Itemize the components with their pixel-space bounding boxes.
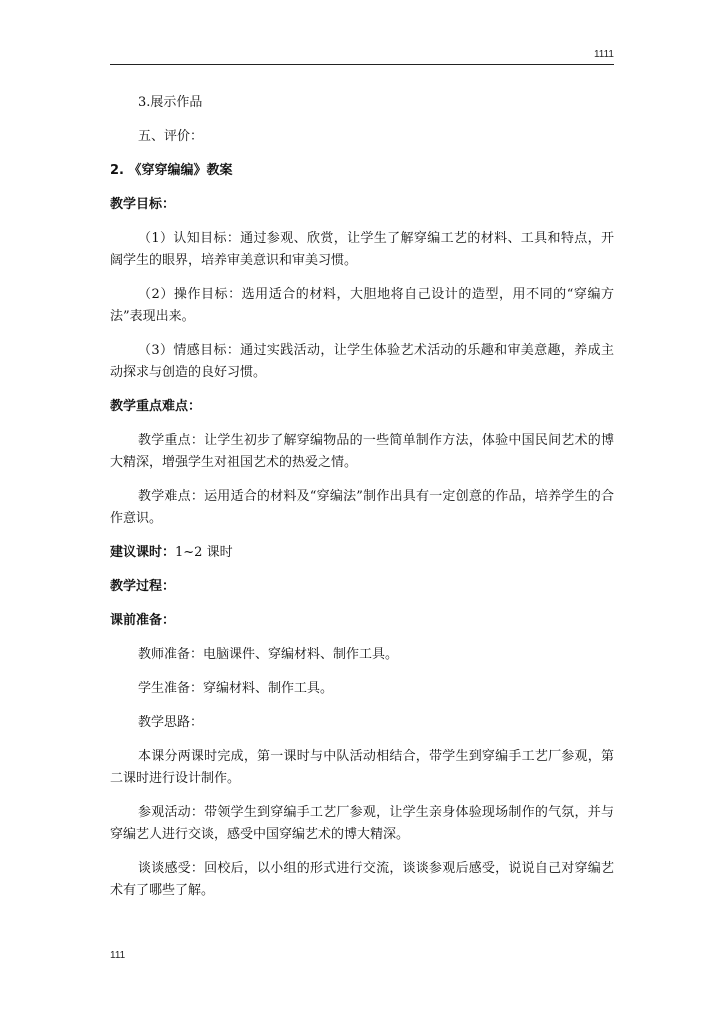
- keypoints-heading: 教学重点难点：: [110, 399, 202, 414]
- goal-operation: （2）操作目标：选用适合的材料，大胆地将自己设计的造型，用不同的“穿编方法”表现出来。: [110, 287, 614, 324]
- idea-schedule: 本课分两课时完成，第一课时与中队活动相结合，带学生到穿编手工艺厂参观，第二课时进行设计制作。: [110, 749, 614, 786]
- footer-page-code: 111: [110, 950, 126, 961]
- student-prep: 学生准备：穿编材料、制作工具。: [138, 681, 334, 696]
- hours-value: 1~2 课时: [175, 545, 233, 560]
- teacher-prep: 教师准备：电脑课件、穿编材料、制作工具。: [138, 647, 399, 662]
- step-show-works: 3.展示作品: [138, 95, 203, 110]
- header-page-code: 1111: [593, 49, 614, 60]
- goal-emotion: （3）情感目标：通过实践活动，让学生体验艺术活动的乐趣和审美意趣，养成主动探求与创造的良好习惯。: [110, 343, 614, 380]
- key-point: 教学重点：让学生初步了解穿编物品的一些简单制作方法，体验中国民间艺术的博大精深，增强学生对祖国艺术的热爱之情。: [110, 433, 614, 470]
- hours-label: 建议课时：: [110, 545, 176, 560]
- suggested-hours: [110, 542, 614, 564]
- goal-cognitive: （1）认知目标：通过参观、欣赏，让学生了解穿编工艺的材料、工具和特点，开阔学生的眼界，培养审美意识和审美习惯。: [110, 231, 614, 268]
- difficulty-point: 教学难点：运用适合的材料及“穿编法”制作出具有一定创意的作品，培养学生的合作意识。: [110, 489, 614, 526]
- document-body: [110, 92, 614, 902]
- header-rule: [110, 64, 614, 65]
- section-evaluation: 五、评价：: [138, 129, 204, 144]
- lesson-title: 2. 《穿穿编编》教案: [110, 163, 233, 178]
- goals-heading: 教学目标：: [110, 197, 176, 212]
- idea-visit: 参观活动：带领学生到穿编手工艺厂参观，让学生亲身体验现场制作的气氛，并与穿编艺人进行交谈，感受中国穿编艺术的博大精深。: [110, 805, 614, 842]
- idea-heading: 教学思路：: [138, 715, 204, 730]
- prep-heading: 课前准备：: [110, 613, 176, 628]
- process-heading: 教学过程：: [110, 579, 176, 594]
- idea-discussion: 谈谈感受：回校后，以小组的形式进行交流，谈谈参观后感受，说说自己对穿编艺术有了哪些了解。: [110, 861, 614, 898]
